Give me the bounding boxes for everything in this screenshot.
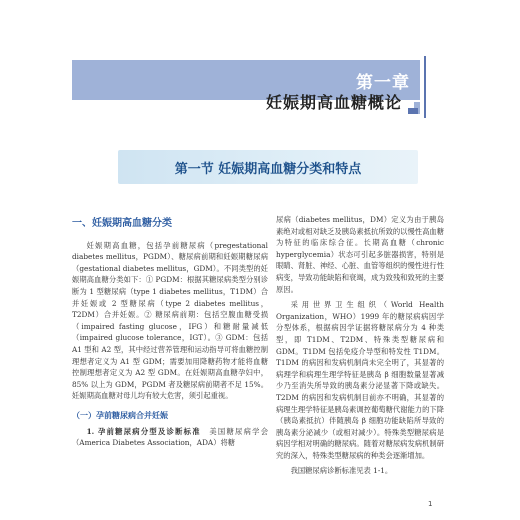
chapter-divider <box>424 56 426 118</box>
left-column <box>72 214 268 449</box>
paragraph <box>72 426 268 449</box>
section-banner <box>118 150 418 184</box>
chapter-decoration-accent <box>408 108 418 114</box>
sub-subsection-heading: （一）孕前糖尿病合并妊娠 <box>72 410 168 420</box>
paragraph: 采用世界卫生组织（World Health Organization，WHO）1999 年的糖尿病病因学分型体系，根据病因学证据将糖尿病分为 4 种类型，即 T1DM、T2DM、特殊类型糖尿病和 GDM。T1DM 包括免疫介导型和特发性 T1DM。T1DM 的病因和发病机制尚未完全明了，其显著的病理学和病理生理学特征是胰岛 β 细胞数量显著减少乃至消失所导致的胰岛素分泌显著下降或缺失。T2DM 的病因和发病机制目前亦不明确，其显著的病理生理学特征是胰岛素调控葡萄糖代谢能力的下降（胰岛素抵抗）伴随胰岛 β 细胞功能缺陷所导致的胰岛素分泌减少（或相对减少）。特殊类型糖尿病是病因学相对明确的糖尿病。随着对糖尿病发病机制研究的深入，特殊类型糖尿病的种类会逐渐增加。 <box>276 300 444 460</box>
paragraph: 我国糖尿病诊断标准见表 1-1。 <box>290 466 393 476</box>
paragraph: 尿病（diabetes mellitus，DM）定义为由于胰岛素绝对或相对缺乏及胰岛素抵抗所致的以慢性高血糖为特征的临床综合征。长期高血糖（chronic hyperglycemia）状态可引起多脏器损害，特别是眼睛、肾脏、神经、心脏、血管等组织的慢性进行性病变，导致功能缺陷和衰竭，成为致残和致死的主要原因。 <box>276 215 444 294</box>
item-label: 1. 孕前糖尿病分型及诊断标准 <box>86 426 201 436</box>
chapter-label: 第一章 <box>356 73 410 93</box>
chapter-title: 妊娠期高血糖概论 <box>265 93 402 112</box>
right-column <box>276 214 444 477</box>
subsection-heading: 一、妊娠期高血糖分类 <box>72 218 172 229</box>
page-number: 1 <box>428 500 433 508</box>
item-text: 美国糖尿病学会（America Diabetes Association，ADA）将糖 <box>72 426 268 448</box>
section-title: 第一节 妊娠期高血糖分类和特点 <box>174 162 362 177</box>
paragraph: 妊娠期高血糖，包括孕前糖尿病（pregestational diabetes mellitus，PGDM）、糖尿病前期和妊娠期糖尿病（gestational diabetes mellitus，GDM）。不同类型的妊娠期高血糖分类如下：① PGDM：根据其糖尿病类型分别诊断为 1 型糖尿病（type 1 diabetes mellitus，T1DM）合并妊娠或 2 型糖尿病（type 2 diabetes mellitus，T2DM）合并妊娠。② 糖尿病前期：包括空腹血糖受损（impaired fasting glucose，IFG）和糖耐量减低（impaired glucose tolerance，IGT）。③ GDM：包括 A1 型和 A2 型，其中经过营养管理和运动指导可将血糖控制理想者定义为 A1 型 GDM；需要加用降糖药物才能将血糖控制理想者定义为 A2 型 GDM。在妊娠期高血糖孕妇中，85% 以上为 GDM，PGDM 者及糖尿病前期者不足 15%。妊娠期高血糖对母儿均有较大危害，须引起重视。 <box>72 240 268 401</box>
